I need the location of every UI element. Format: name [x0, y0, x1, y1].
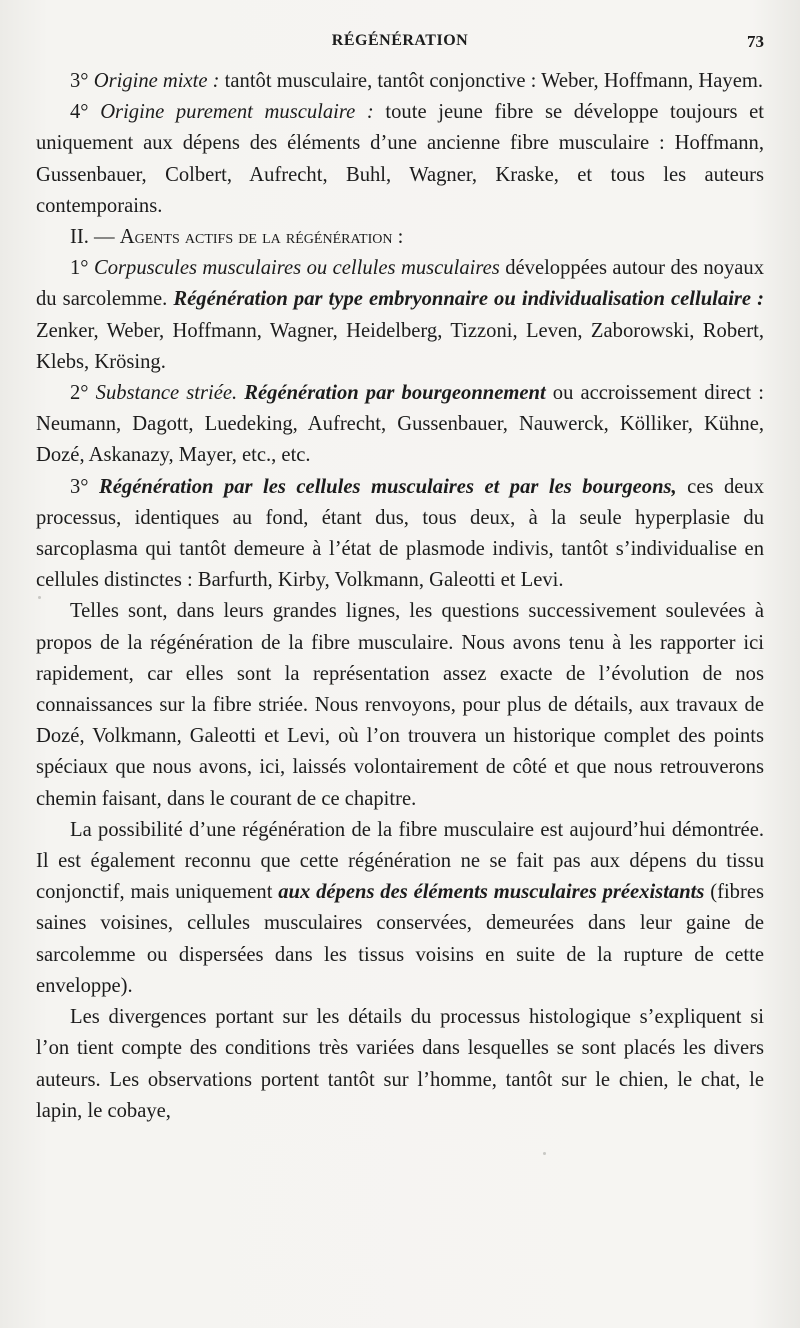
agent-2-regeneration-type: Régénération par bourgeonnement [244, 382, 546, 405]
agent-3-text: ces deux processus, identiques au fond, étant dus, tous deux, à la seule hyperplasie du sarcoplasma qui tantôt demeure à l’état de plasmode indivis, tantôt s’individualise en cellules distinctes : Barfurth, Kirby, Volkmann, Galeotti et Levi. [36, 475, 764, 592]
paragraph-possibility-emphasis: aux dépens des éléments musculaires préexistants [278, 881, 705, 904]
item-3-number: 3° [70, 70, 89, 92]
agent-1-title: Corpuscules musculaires ou cellules musculaires [94, 257, 500, 280]
agent-1-text: développées autour des noyaux du sarcolemme. [36, 257, 764, 311]
agent-2-paragraph [36, 378, 764, 472]
agent-3-paragraph [36, 472, 764, 597]
item-3-text: tantôt musculaire, tantôt conjonctive : Weber, Hoffmann, Hayem. [219, 70, 764, 92]
item-3-title: Origine mixte : [93, 70, 220, 92]
paragraph-possibility-rest: (fibres saines voisines, cellules musculaires conservées, demeurées dans leur gaine de sarcolemme ou dispersées dans les tissus voisins en suite de la rupture de cette enveloppe). [36, 881, 764, 997]
paragraph-possibility [36, 815, 764, 1002]
item-4-title: Origine purement musculaire : [100, 101, 374, 124]
agent-3-title: Régénération par les cellules musculaires et par les bourgeons, [99, 475, 677, 498]
agent-1-paragraph [36, 253, 764, 378]
page-header [36, 32, 764, 56]
item-3-paragraph [36, 66, 764, 97]
paragraph-divergences: Les divergences portant sur les détails du processus histologique s’expliquent si l’on tient compte des conditions très variées dans lesquelles se sont placés les divers auteurs. Les observations portent tantôt sur l’homme, tantôt sur le chien, le chat, le lapin, le cobaye, [36, 1006, 764, 1122]
agent-2-number: 2° [70, 382, 89, 405]
section-2-number: II. — [70, 226, 120, 249]
paragraph-questions: Telles sont, dans leurs grandes lignes, les questions successivement soulevées à propos de la régénération de la fibre musculaire. Nous avons tenu à les rapporter ici rapidement, car elles sont la représentation assez exacte de l’évolution de nos connaissances sur la fibre striée. Nous renvoyons, pour plus de détails, aux travaux de Dozé, Volkmann, Galeotti et Levi, où l’on trouvera un historique complet des points spéciaux que nous avons, ici, laissés volontairement de côté et que nous retrouverons chemin faisant, dans le courant de ce chapitre. [36, 600, 764, 810]
paragraph-possibility-text: La possibilité d’une régénération de la fibre musculaire est aujourd’hui démontrée. Il est également reconnu que cette régénération ne se fait pas aux dépens du tissu conjonctif, mais uniquement [36, 818, 764, 904]
print-speck [38, 596, 41, 599]
running-head: RÉGÉNÉRATION [331, 32, 469, 49]
section-2-heading [36, 222, 764, 253]
body-text [36, 66, 764, 1127]
item-4-number: 4° [70, 101, 89, 124]
page-number: 73 [747, 32, 764, 51]
agent-1-number: 1° [70, 257, 89, 280]
agent-2-title: Substance striée. [95, 382, 238, 405]
agent-3-number: 3° [70, 475, 89, 498]
agent-2-text: ou accroissement direct : Neumann, Dagott, Luedeking, Aufrecht, Gussenbauer, Nauwerck, Kölliker, Kühne, Dozé, Askanazy, Mayer, etc., etc. [36, 382, 764, 467]
item-4-paragraph [36, 97, 764, 222]
print-speck [543, 1152, 546, 1155]
item-4-text: toute jeune fibre se développe toujours et uniquement aux dépens des éléments d’une ancienne fibre musculaire : Hoffmann, Gussenbauer, Colbert, Aufrecht, Buhl, Wagner, Kraske, et tous les auteurs contemporains. [36, 101, 764, 217]
agent-1-authors: Zenker, Weber, Hoffmann, Wagner, Heidelberg, Tizzoni, Leven, Zaborowski, Robert, Klebs, Krösing. [36, 319, 764, 373]
section-2-title: Agents actifs de la régénération : [119, 226, 404, 249]
agent-1-regeneration-type: Régénération par type embryonnaire ou individualisation cellulaire : [173, 288, 765, 311]
